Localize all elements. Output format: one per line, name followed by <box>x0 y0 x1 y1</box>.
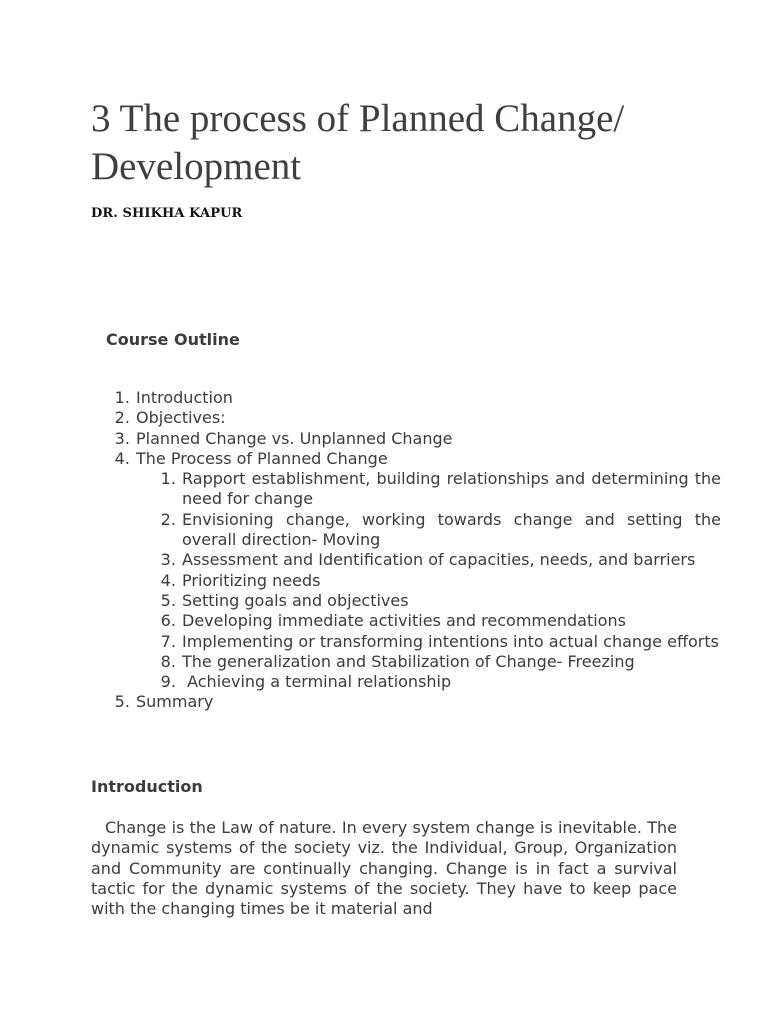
process-step: 7. Implementing or transforming intentions into actual change efforts <box>181 632 721 652</box>
process-step: 2. Envisioning change, working towards change and setting the overall direction- Moving <box>181 510 721 551</box>
outline-item: 3. Planned Change vs. Unplanned Change <box>135 429 721 449</box>
outline-item <box>135 449 721 693</box>
process-step: 9. Achieving a terminal relationship <box>181 672 721 692</box>
process-step: 4. Prioritizing needs <box>181 571 721 591</box>
introduction-paragraph: Change is the Law of nature. In every system change is inevitable. The dynamic systems of the society viz. the Individual, Group, Organization and Community are continually changing. Change is in fact a survival tactic for the dynamic systems of the society. They have to keep pace with the changing times be it material and <box>91 818 677 919</box>
process-step: 8. The generalization and Stabilization of Change- Freezing <box>181 652 721 672</box>
page-title: 3 The process of Planned Change/ Development <box>91 97 625 188</box>
process-step: 3. Assessment and Identification of capacities, needs, and barriers <box>181 550 721 570</box>
outline-item: 5. Summary <box>135 692 721 712</box>
author-name: DR. SHIKHA KAPUR <box>91 206 243 221</box>
process-step: 1. Rapport establishment, building relationships and determining the need for change <box>181 469 721 510</box>
outline-item: 1. Introduction <box>135 388 721 408</box>
introduction-heading: Introduction <box>91 777 203 796</box>
outline-item-label: The Process of Planned Change <box>136 448 388 468</box>
process-step: 6. Developing immediate activities and recommendations <box>181 611 721 631</box>
course-outline-list <box>91 388 721 713</box>
outline-item: 2. Objectives: <box>135 408 721 428</box>
course-outline-heading: Course Outline <box>106 330 240 349</box>
process-step: 5. Setting goals and objectives <box>181 591 721 611</box>
process-steps-list <box>136 469 721 692</box>
